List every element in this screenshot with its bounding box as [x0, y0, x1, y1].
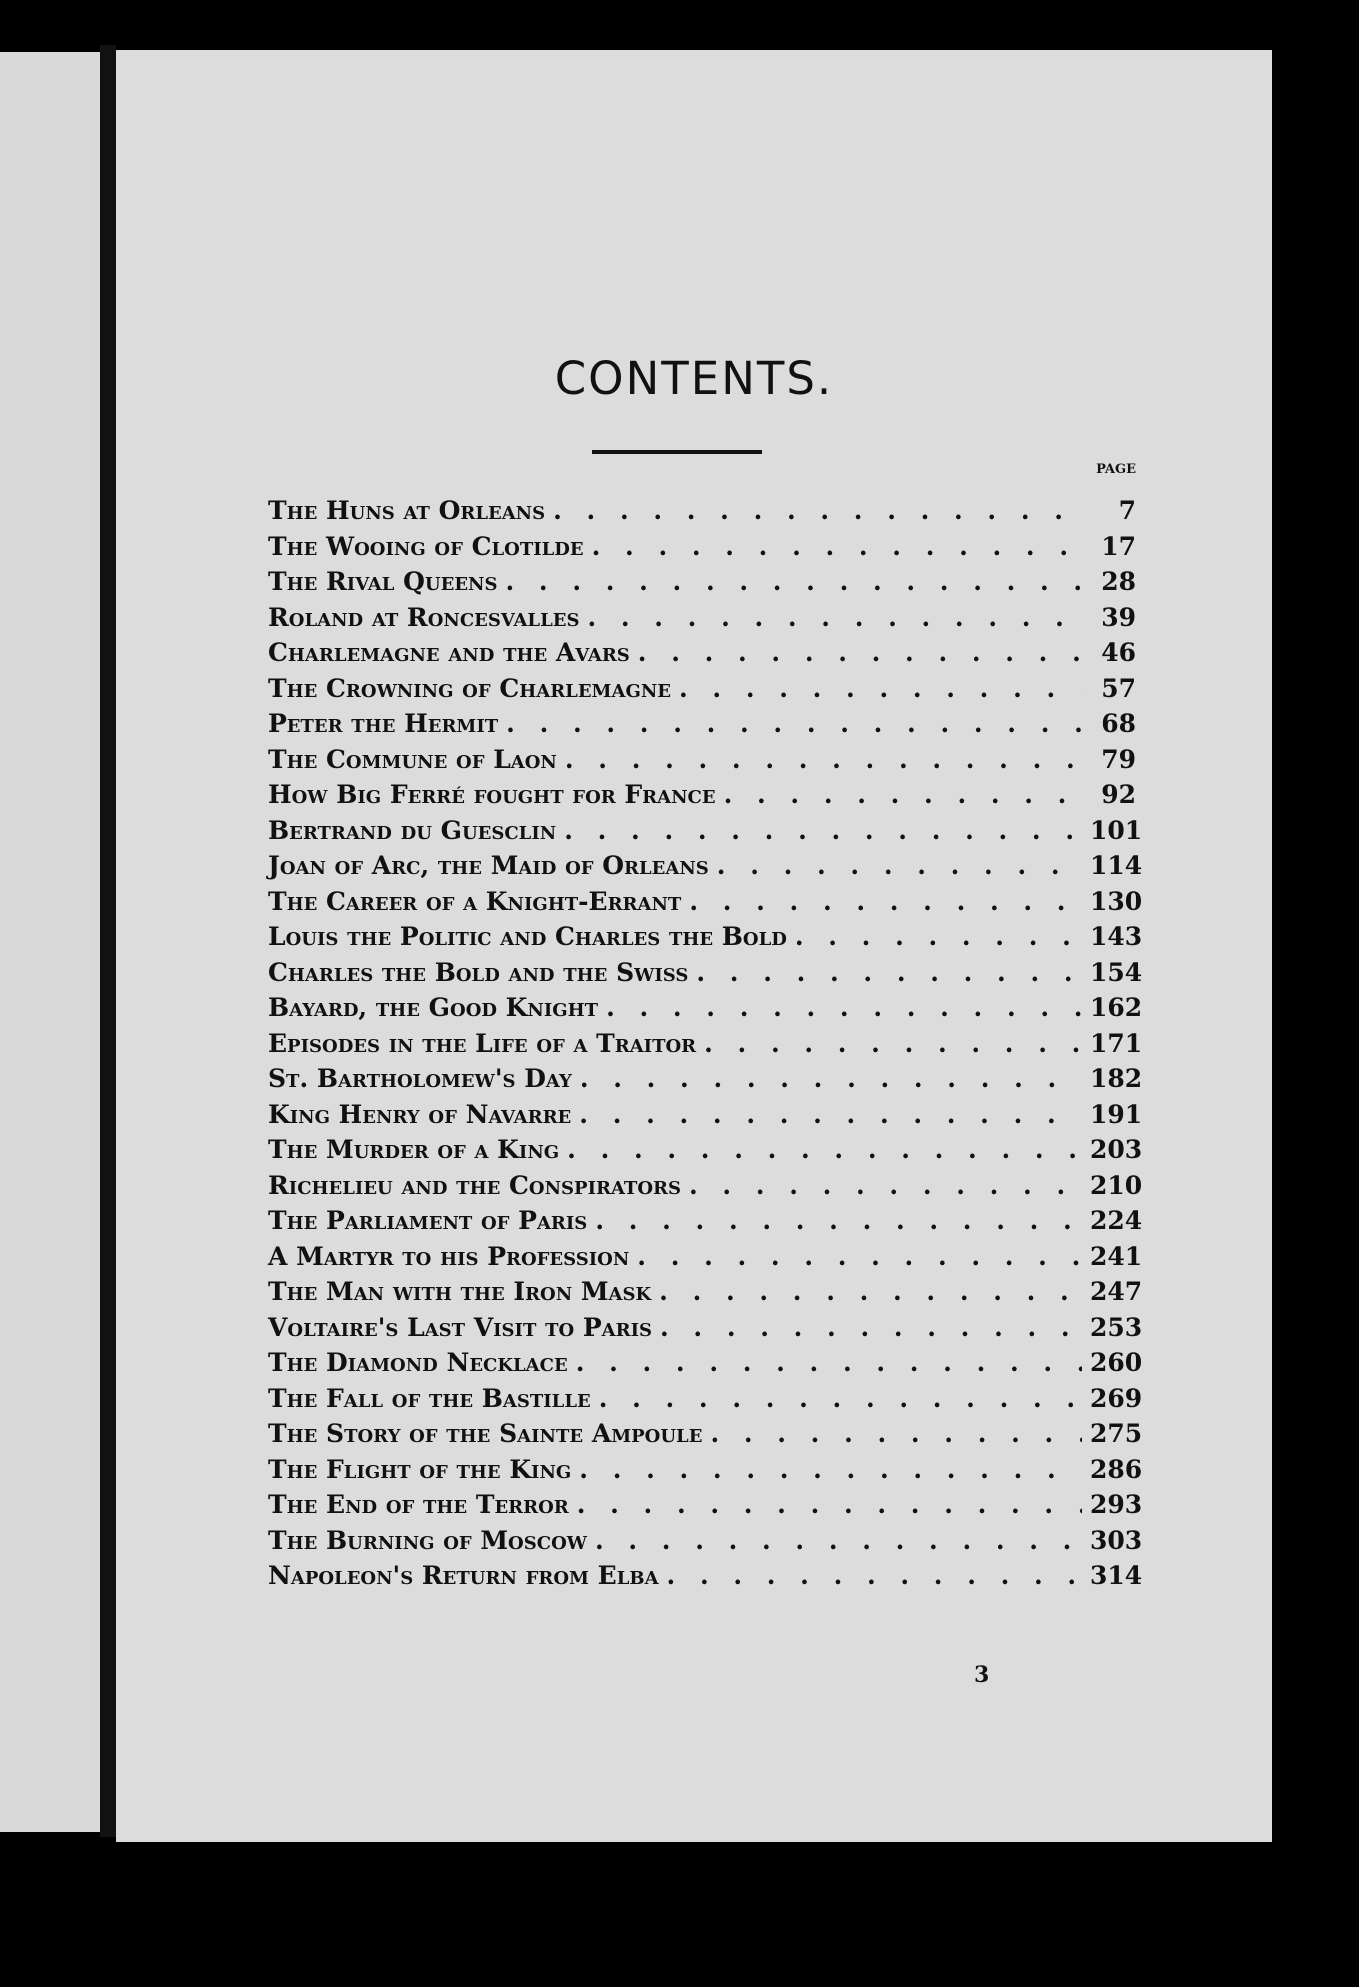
toc-entry-page: 17	[1101, 531, 1136, 561]
dot-leader	[567, 1135, 1082, 1164]
toc-entry	[268, 567, 1136, 603]
toc-entry-title: St. Bartholomew's Day	[268, 1064, 572, 1093]
dot-leader	[577, 1490, 1082, 1519]
dot-leader	[606, 993, 1082, 1022]
dot-leader	[696, 958, 1082, 987]
dot-leader	[565, 745, 1082, 774]
toc-entry-title: A Martyr to his Profession	[268, 1241, 630, 1271]
dot-leader	[506, 709, 1082, 738]
dot-leader	[717, 851, 1082, 880]
toc-entry-page: 79	[1101, 744, 1136, 774]
toc-entry	[268, 1312, 1143, 1349]
toc-entry-title: The Huns at Orleans	[268, 496, 546, 525]
toc-entry-page: 314	[1090, 1561, 1143, 1590]
dot-leader	[689, 1171, 1082, 1200]
toc-entry-page: 260	[1090, 1348, 1143, 1377]
toc-entry-title: Richelieu and the Conspirators	[268, 1170, 681, 1200]
toc-entry	[268, 1170, 1143, 1207]
toc-entry	[268, 532, 1136, 568]
dot-leader	[587, 603, 1082, 632]
contents-page	[116, 50, 1272, 1842]
page-title: CONTENTS.	[554, 352, 834, 405]
toc-entry-title: Episodes in the Life of a Traitor	[268, 1028, 697, 1058]
title-rule	[592, 450, 762, 454]
toc-entry	[268, 1525, 1143, 1562]
dot-leader	[599, 1384, 1082, 1413]
dot-leader	[595, 1206, 1082, 1235]
toc-entry	[268, 886, 1143, 923]
dot-leader	[595, 1526, 1082, 1555]
toc-entry-page: 7	[1118, 496, 1136, 525]
toc-entry-page: 191	[1090, 1099, 1143, 1129]
dot-leader	[638, 638, 1082, 667]
toc-entry-page: 46	[1101, 638, 1136, 667]
dot-leader	[667, 1561, 1082, 1590]
toc-entry-page: 275	[1090, 1419, 1143, 1448]
dot-leader	[660, 1313, 1082, 1342]
toc-entry-title: King Henry of Navarre	[268, 1099, 572, 1129]
dot-leader	[637, 1242, 1082, 1271]
toc-entry	[268, 1277, 1143, 1313]
toc-entry	[268, 1383, 1143, 1420]
toc-entry-page: 39	[1101, 602, 1136, 632]
toc-entry-page: 241	[1090, 1241, 1143, 1271]
dot-leader	[659, 1277, 1082, 1306]
toc-entry	[268, 496, 1136, 532]
toc-entry-title: The End of the Terror	[268, 1490, 569, 1519]
toc-entry-title: The Diamond Necklace	[268, 1348, 568, 1377]
toc-entry	[268, 674, 1136, 710]
toc-entry-title: Voltaire's Last Visit to Paris	[268, 1312, 652, 1342]
toc-entry-title: The Rival Queens	[268, 567, 498, 596]
toc-entry	[268, 815, 1143, 852]
toc-entry-page: 293	[1090, 1490, 1143, 1519]
toc-entry	[268, 1206, 1143, 1242]
toc-entry	[268, 780, 1136, 816]
dot-leader	[564, 816, 1082, 845]
toc-entry	[268, 1241, 1143, 1278]
toc-entry-title: Roland at Roncesvalles	[268, 602, 580, 632]
toc-entry-title: How Big Ferré fought for France	[268, 780, 716, 809]
toc-entry	[268, 745, 1136, 781]
toc-entry	[268, 1348, 1143, 1384]
toc-entry	[268, 993, 1143, 1029]
toc-entry-title: The Commune of Laon	[268, 744, 557, 774]
toc-entry-page: 286	[1090, 1454, 1143, 1484]
book-gutter	[100, 45, 116, 1837]
dot-leader	[795, 922, 1082, 951]
toc-entry-title: Peter the Hermit	[268, 709, 499, 738]
toc-entry-page: 182	[1090, 1064, 1143, 1093]
toc-entry-title: Joan of Arc, the Maid of Orleans	[268, 851, 709, 880]
dot-leader	[592, 532, 1082, 561]
toc-entry-title: The Parliament of Paris	[268, 1206, 588, 1235]
toc-entry-title: The Career of a Knight-Errant	[268, 886, 682, 916]
toc-entry	[268, 603, 1136, 639]
table-of-contents	[268, 496, 1143, 1597]
toc-entry-title: Bayard, the Good Knight	[268, 993, 599, 1022]
dot-leader	[553, 496, 1082, 525]
toc-entry-title: Charlemagne and the Avars	[268, 638, 630, 667]
toc-entry-page: 203	[1090, 1135, 1143, 1164]
toc-entry	[268, 1099, 1143, 1136]
toc-entry-page: 28	[1101, 567, 1136, 596]
toc-entry-page: 253	[1090, 1312, 1143, 1342]
dot-leader	[679, 674, 1082, 703]
toc-entry-page: 171	[1090, 1028, 1143, 1058]
toc-entry-page: 154	[1090, 957, 1143, 987]
left-page-edge	[0, 52, 100, 1832]
dot-leader	[579, 1455, 1082, 1484]
toc-entry	[268, 1561, 1143, 1597]
page-column-heading: PAGE	[1096, 462, 1136, 477]
toc-entry-page: 101	[1090, 815, 1143, 845]
toc-entry-page: 224	[1090, 1206, 1143, 1235]
toc-entry-page: 269	[1090, 1383, 1143, 1413]
dot-leader	[710, 1419, 1082, 1448]
toc-entry-page: 130	[1090, 886, 1143, 916]
toc-entry	[268, 1064, 1143, 1100]
toc-entry-title: The Story of the Sainte Ampoule	[268, 1419, 703, 1448]
toc-entry	[268, 1490, 1143, 1526]
toc-entry-title: The Man with the Iron Mask	[268, 1277, 652, 1306]
toc-entry-title: The Burning of Moscow	[268, 1525, 587, 1555]
toc-entry-title: The Murder of a King	[268, 1135, 560, 1164]
toc-entry	[268, 638, 1136, 674]
toc-entry-page: 68	[1101, 709, 1136, 738]
dot-leader	[724, 780, 1082, 809]
toc-entry-title: The Fall of the Bastille	[268, 1383, 591, 1413]
toc-entry-page: 92	[1101, 780, 1136, 809]
toc-entry-page: 303	[1090, 1525, 1143, 1555]
dot-leader	[580, 1064, 1082, 1093]
dot-leader	[704, 1029, 1082, 1058]
toc-entry	[268, 922, 1143, 958]
toc-entry	[268, 851, 1143, 887]
toc-entry-page: 57	[1101, 673, 1136, 703]
dot-leader	[579, 1100, 1082, 1129]
dot-leader	[576, 1348, 1082, 1377]
toc-entry-title: The Flight of the King	[268, 1454, 572, 1484]
toc-entry-title: Louis the Politic and Charles the Bold	[268, 922, 787, 951]
toc-entry	[268, 1028, 1143, 1065]
toc-entry	[268, 709, 1136, 745]
toc-entry-page: 247	[1090, 1277, 1143, 1306]
toc-entry-title: The Wooing of Clotilde	[268, 531, 584, 561]
toc-entry-page: 114	[1090, 851, 1143, 880]
dot-leader	[506, 567, 1083, 596]
toc-entry	[268, 1135, 1143, 1171]
toc-entry	[268, 1419, 1143, 1455]
toc-entry-title: The Crowning of Charlemagne	[268, 673, 671, 703]
toc-entry-page: 162	[1090, 993, 1143, 1022]
toc-entry-page: 143	[1090, 922, 1143, 951]
dot-leader	[689, 887, 1082, 916]
toc-entry-title: Charles the Bold and the Swiss	[268, 957, 689, 987]
toc-entry	[268, 1454, 1143, 1491]
page-number: 3	[974, 1662, 990, 1688]
toc-entry-title: Bertrand du Guesclin	[268, 815, 557, 845]
toc-entry	[268, 957, 1143, 994]
toc-entry-page: 210	[1090, 1170, 1143, 1200]
toc-entry-title: Napoleon's Return from Elba	[268, 1561, 659, 1590]
